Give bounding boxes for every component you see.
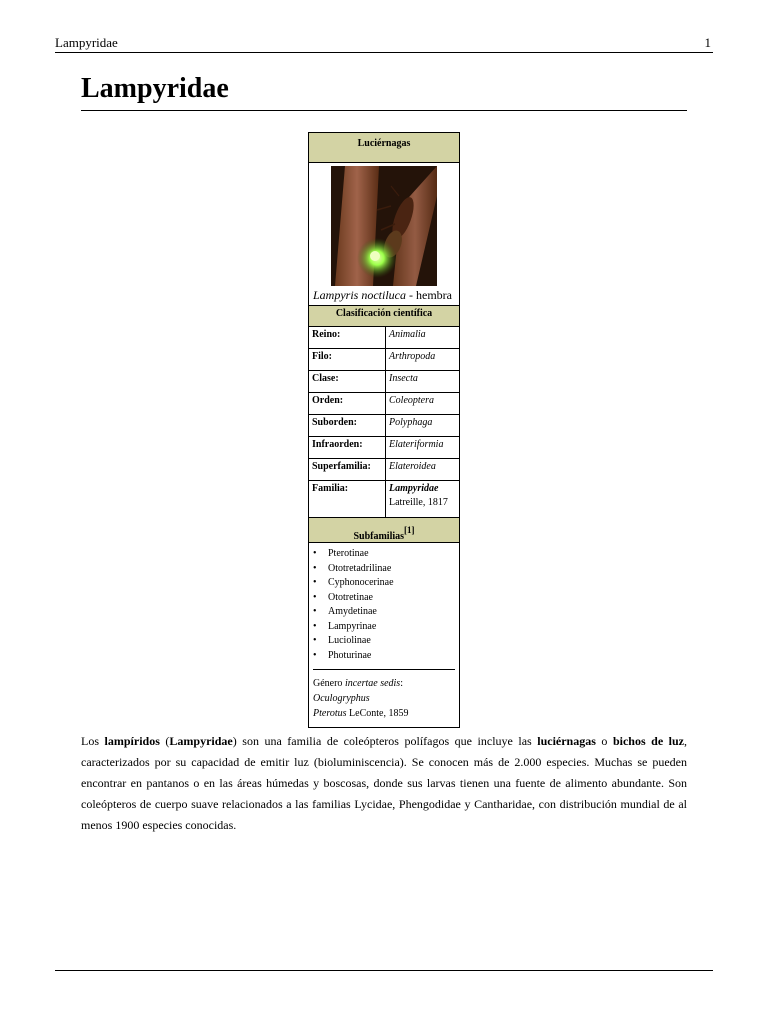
genera-heading [313, 676, 455, 691]
genus-item [313, 706, 455, 721]
bold-term: luciérnagas [537, 734, 596, 748]
taxon-row [309, 393, 459, 415]
bold-term: bichos de luz [612, 734, 685, 748]
classification-title: Clasificación científica [309, 305, 459, 327]
genera-prefix: Género [313, 678, 345, 689]
firefly-photo-svg [331, 166, 437, 286]
genera-incertae: incertae sedis [344, 678, 401, 689]
taxon-row [309, 459, 459, 481]
taxon-rank: Filo: [309, 349, 386, 370]
genera-incertae-sedis [309, 676, 459, 727]
taxon-name[interactable]: Elateriformia [389, 439, 444, 450]
genus-item [313, 691, 455, 706]
genus-author: LeConte, 1859 [346, 708, 409, 719]
taxon-rank: Reino: [309, 327, 386, 348]
subfamily-item[interactable]: • Luciolinae [313, 634, 455, 649]
caption-rest: - hembra [406, 288, 452, 302]
text-run: , caracterizados por su capacidad de emitir luz (bioluminiscencia). Se conocen más de 2.000 especies. Muchas se pueden encontrar en pantanos o en las áreas húmedas y boscosas, donde sus larvas tienen una fuente de alimento abundante. Son coleópteros de cuerpo suave relacionados a las familias Lycidae, Phengodidae y Cantharidae, con distribución mundial de al menos 1900 especies conocidas. [81, 734, 688, 832]
text-run: Los [81, 734, 105, 748]
taxon-name[interactable]: Polyphaga [389, 417, 433, 428]
image-caption [309, 286, 459, 305]
page-title: Lampyridae [81, 72, 687, 111]
subfamily-item[interactable]: • Ototretinae [313, 591, 455, 606]
taxon-familia [386, 481, 459, 517]
taxon-rank: Familia: [309, 481, 386, 517]
subfamily-item[interactable]: • Lampyrinae [313, 620, 455, 635]
genus-name[interactable]: Pterotus [313, 708, 347, 719]
running-header [55, 35, 713, 53]
bold-term: lampíridos [104, 734, 160, 748]
intro-paragraph [81, 731, 687, 836]
taxon-row [309, 327, 459, 349]
infobox-divider [313, 669, 455, 670]
taxon-rank: Infraorden: [309, 437, 386, 458]
subfamily-item[interactable]: • Photurinae [313, 649, 455, 664]
taxon-name[interactable]: Insecta [389, 373, 418, 384]
text-run: ) son una familia de coleópteros polífagos que incluye las [232, 734, 538, 748]
text-run: ( [159, 734, 170, 748]
subfamily-item[interactable]: • Pterotinae [313, 547, 455, 562]
taxon-row [309, 437, 459, 459]
bold-term: Lampyridae [169, 734, 233, 748]
subfamily-list [309, 543, 459, 663]
taxon-row [309, 415, 459, 437]
infobox-title: Luciérnagas [309, 133, 459, 163]
subfamily-item[interactable]: • Cyphonocerinae [313, 576, 455, 591]
subfamilies-title [309, 518, 459, 543]
familia-name: Lampyridae [389, 483, 439, 494]
taxon-rank: Orden: [309, 393, 386, 414]
genera-colon: : [400, 678, 403, 689]
text-run: o [595, 734, 613, 748]
taxon-row [309, 349, 459, 371]
subfamily-item[interactable]: • Amydetinae [313, 605, 455, 620]
taxon-name[interactable]: Arthropoda [389, 351, 436, 362]
reference-link[interactable]: [1] [404, 525, 415, 535]
subfamilies-label: Subfamilias [353, 531, 405, 542]
taxon-row [309, 371, 459, 393]
taxon-row-familia [309, 481, 459, 518]
taxon-name[interactable]: Elateroidea [389, 461, 436, 472]
taxon-rank: Suborden: [309, 415, 386, 436]
footer-rule [55, 970, 713, 971]
firefly-photo [331, 166, 437, 286]
page-number: 1 [704, 35, 711, 50]
taxon-rank: Clase: [309, 371, 386, 392]
taxobox [308, 132, 460, 728]
caption-species: Lampyris noctiluca [313, 288, 406, 302]
taxon-rank: Superfamilia: [309, 459, 386, 480]
familia-authority: Latreille, 1817 [389, 497, 448, 508]
running-header-title: Lampyridae [55, 35, 118, 50]
taxon-name[interactable]: Animalia [389, 329, 426, 340]
subfamily-item[interactable]: • Ototretadrilinae [313, 562, 455, 577]
genus-name[interactable]: Oculogryphus [313, 693, 370, 704]
taxon-name[interactable]: Coleoptera [389, 395, 434, 406]
